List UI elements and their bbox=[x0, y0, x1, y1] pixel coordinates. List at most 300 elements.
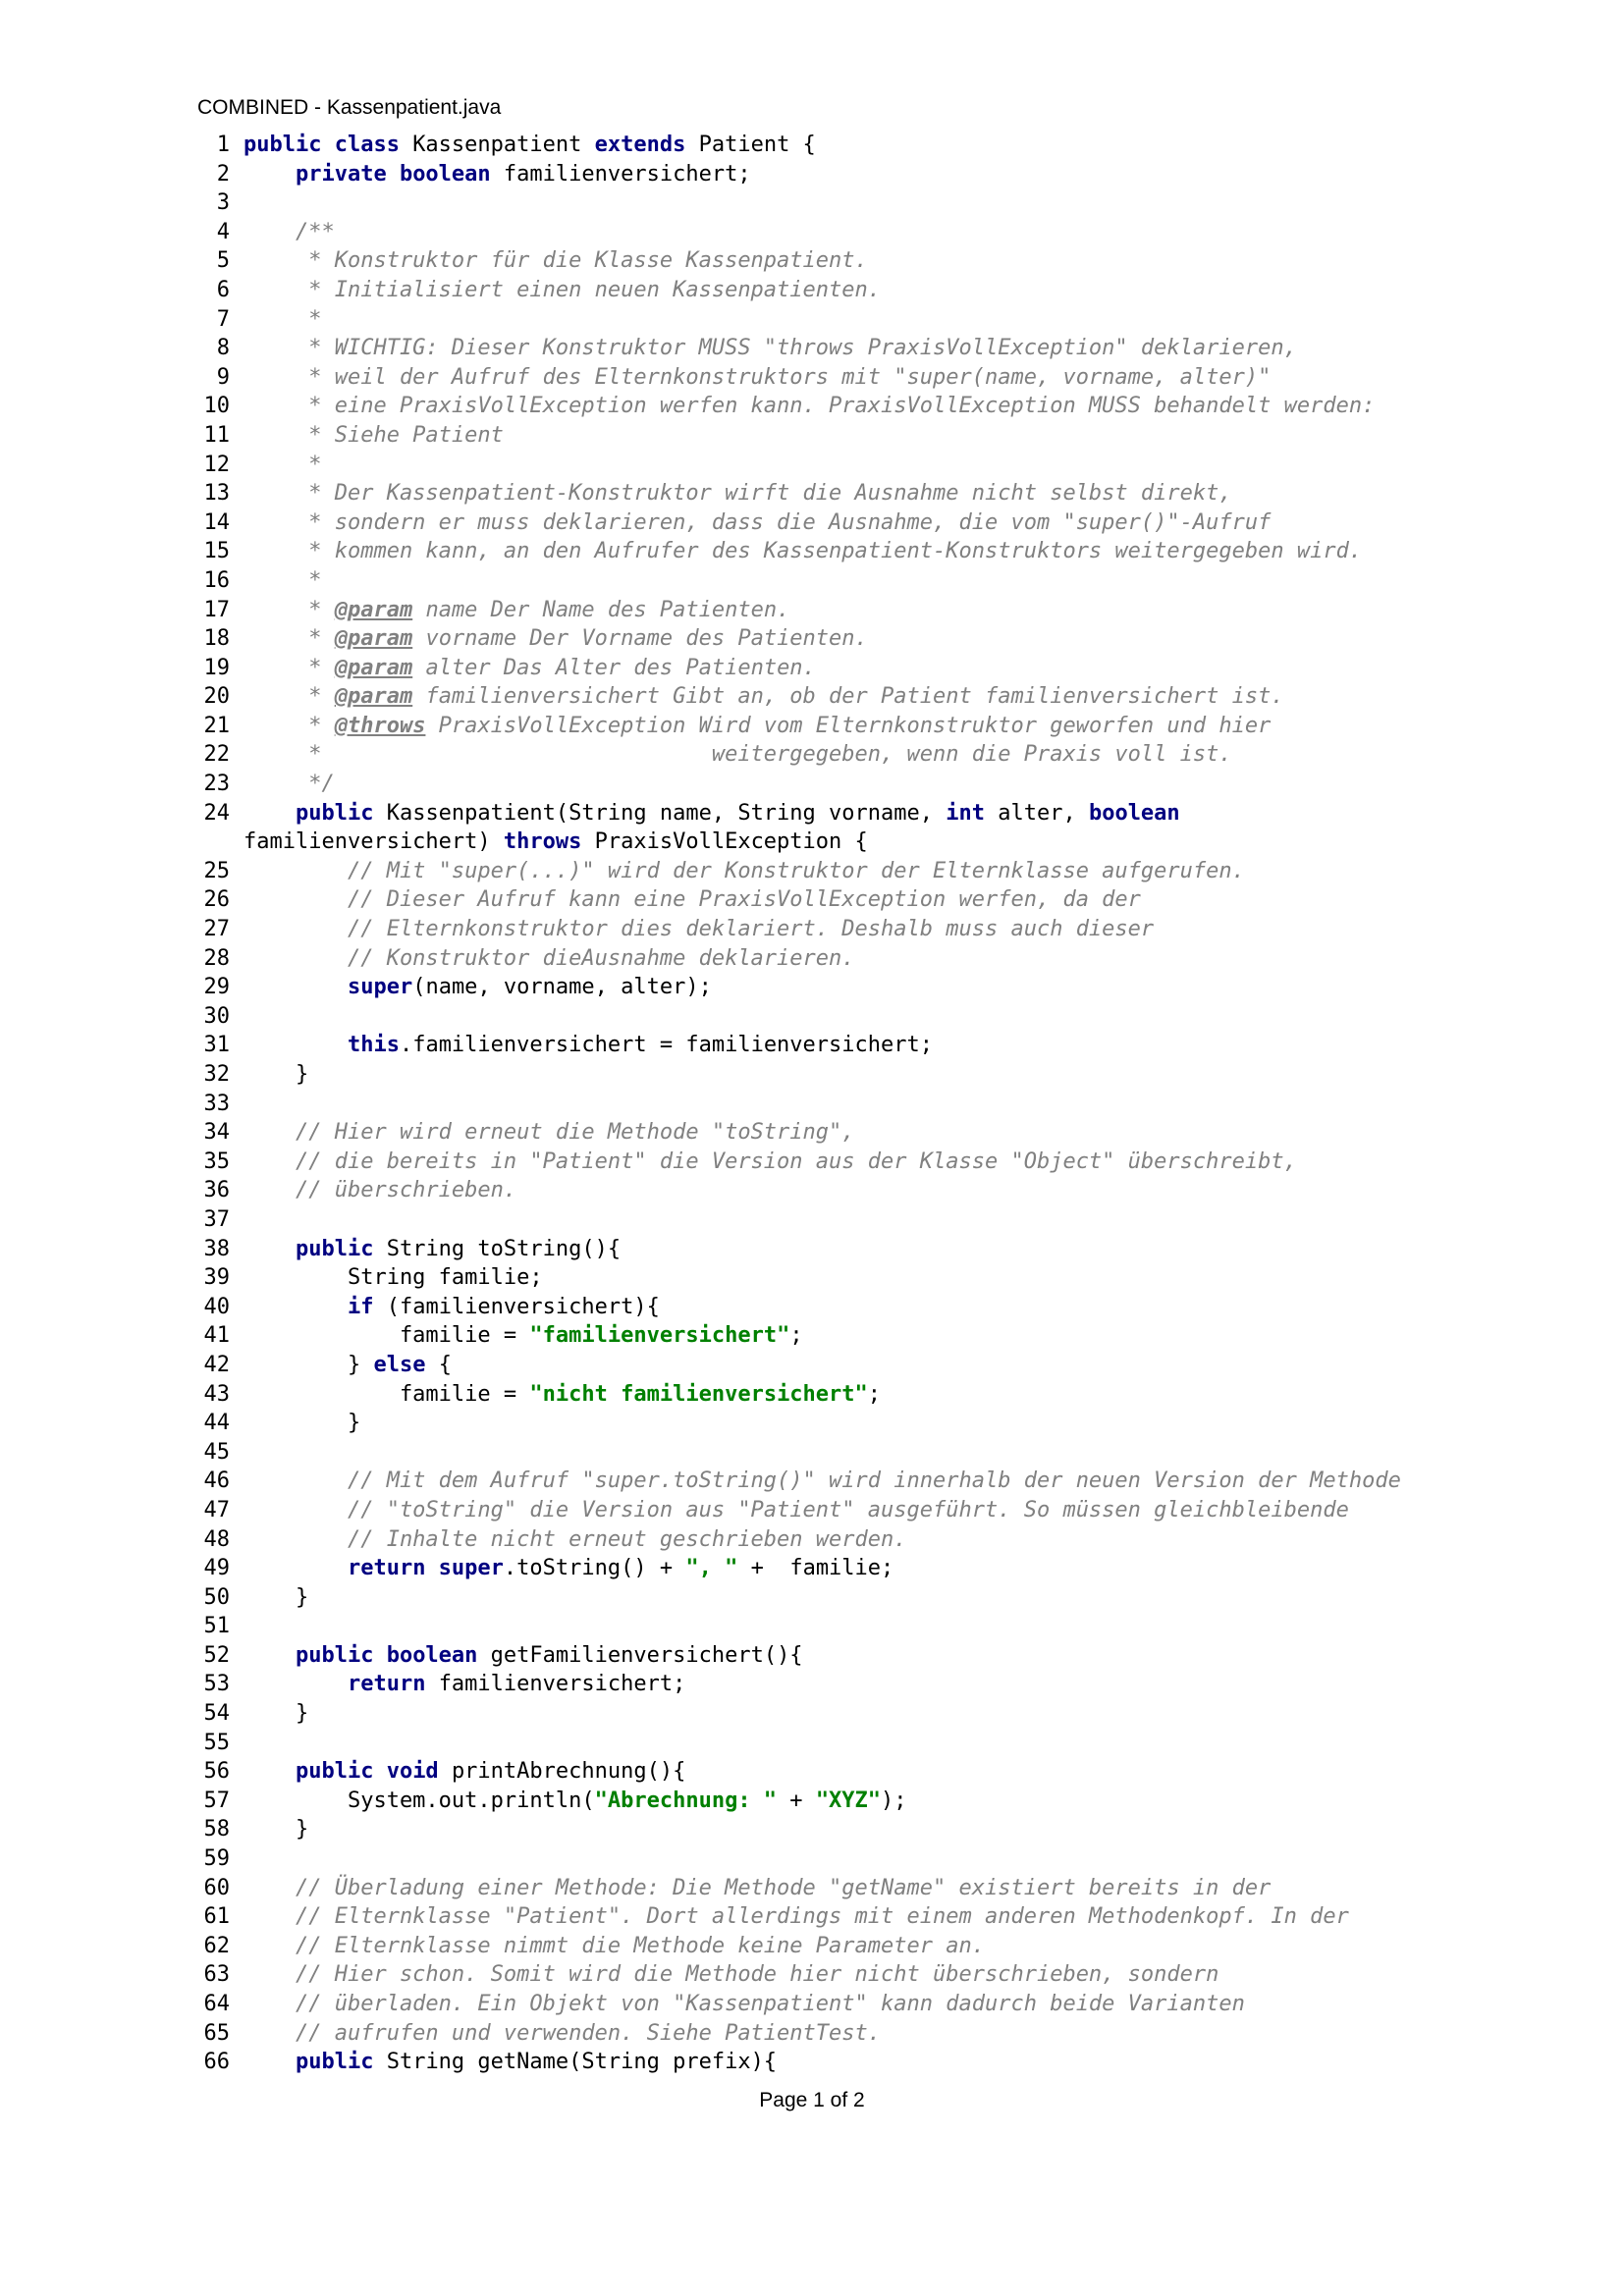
line-number: 54 bbox=[203, 1701, 230, 1727]
code-token: String toString(){ bbox=[386, 1236, 622, 1261]
code-token: Kassenpatient(String name, String vorname, bbox=[386, 800, 947, 826]
line-number: 36 bbox=[203, 1178, 230, 1203]
line-number: 62 bbox=[203, 1933, 230, 1958]
code-token bbox=[244, 162, 296, 187]
line-number: 42 bbox=[203, 1352, 230, 1377]
code-token: private boolean bbox=[295, 161, 504, 187]
code-line bbox=[0, 770, 1624, 799]
code-text bbox=[230, 421, 504, 451]
line-number: 41 bbox=[203, 1323, 230, 1349]
line-number: 43 bbox=[203, 1381, 230, 1407]
code-text bbox=[230, 1176, 516, 1205]
code-token: public bbox=[295, 1236, 387, 1261]
code-line bbox=[0, 1496, 1624, 1525]
code-text bbox=[230, 131, 816, 160]
code-token bbox=[244, 1033, 348, 1057]
code-token: * bbox=[244, 452, 322, 477]
code-token bbox=[244, 2050, 296, 2074]
line-number: 16 bbox=[203, 567, 230, 593]
code-text bbox=[230, 305, 321, 335]
line-number: 47 bbox=[203, 1497, 230, 1522]
line-number: 44 bbox=[203, 1411, 230, 1436]
line-number: 35 bbox=[203, 1148, 230, 1174]
line-number: 4 bbox=[216, 219, 230, 244]
code-token: int bbox=[946, 800, 999, 826]
line-number: 34 bbox=[203, 1120, 230, 1146]
code-text bbox=[230, 566, 321, 596]
code-line bbox=[0, 944, 1624, 974]
code-token: public class bbox=[244, 133, 413, 157]
code-line bbox=[0, 1525, 1624, 1555]
line-number: 13 bbox=[203, 481, 230, 507]
code-token: // Inhalte nicht erneut geschrieben werden. bbox=[244, 1526, 907, 1552]
code-text bbox=[230, 1699, 308, 1729]
code-token: ; bbox=[789, 1323, 803, 1349]
code-line bbox=[0, 1729, 1624, 1758]
code-text bbox=[230, 624, 868, 654]
code-token: .toString() + bbox=[503, 1556, 686, 1581]
line-number: 59 bbox=[203, 1846, 230, 1872]
code-line bbox=[0, 624, 1624, 654]
code-line bbox=[0, 1321, 1624, 1351]
code-token: "XYZ" bbox=[815, 1788, 882, 1813]
line-number: 10 bbox=[203, 394, 230, 419]
code-text bbox=[230, 1263, 543, 1293]
code-token: @param bbox=[334, 597, 413, 622]
line-number: 18 bbox=[203, 626, 230, 652]
code-text bbox=[230, 740, 1232, 770]
code-text bbox=[230, 276, 881, 305]
code-token: { bbox=[438, 1352, 452, 1377]
code-token: /** bbox=[244, 219, 335, 244]
line-number: 15 bbox=[203, 539, 230, 564]
line-number: 20 bbox=[203, 684, 230, 710]
code-token bbox=[244, 1643, 296, 1668]
code-text bbox=[230, 508, 1271, 538]
code-token: familienversichert; bbox=[438, 1672, 686, 1697]
code-text bbox=[230, 712, 1271, 741]
code-text bbox=[230, 799, 1422, 857]
code-line bbox=[0, 1787, 1624, 1816]
line-number: 50 bbox=[203, 1584, 230, 1610]
code-token bbox=[244, 1759, 296, 1784]
code-token: @param bbox=[334, 684, 413, 710]
code-line bbox=[0, 246, 1624, 276]
code-line bbox=[0, 1293, 1624, 1322]
code-text bbox=[230, 479, 1232, 508]
code-token: * weil der Aufruf des Elternkonstruktors mit "super(name, vorname, alter)" bbox=[244, 364, 1272, 390]
code-token: * bbox=[244, 684, 335, 710]
code-token: * Der Kassenpatient-Konstruktor wirft die Ausnahme nicht selbst direkt, bbox=[244, 481, 1232, 507]
code-token: System.out.println( bbox=[244, 1788, 595, 1813]
code-line bbox=[0, 1467, 1624, 1496]
code-line bbox=[0, 1874, 1624, 1903]
code-text bbox=[230, 1612, 244, 1641]
page-number: Page 1 of 2 bbox=[759, 2089, 865, 2111]
code-text bbox=[230, 682, 1284, 712]
code-line bbox=[0, 1990, 1624, 2019]
line-number: 66 bbox=[203, 2050, 230, 2075]
code-line bbox=[0, 479, 1624, 508]
code-line bbox=[0, 1932, 1624, 1961]
code-token bbox=[244, 1672, 348, 1696]
code-token: * eine PraxisVollException werfen kann. PraxisVollException MUSS behandelt werden: bbox=[244, 394, 1376, 419]
code-line bbox=[0, 1351, 1624, 1380]
code-line bbox=[0, 712, 1624, 741]
code-token: public bbox=[295, 2050, 387, 2075]
line-number: 22 bbox=[203, 742, 230, 768]
code-line bbox=[0, 1031, 1624, 1060]
line-number: 55 bbox=[203, 1730, 230, 1755]
code-token: (name, vorname, alter); bbox=[412, 975, 712, 1000]
code-text bbox=[230, 1583, 308, 1613]
code-text bbox=[230, 1090, 244, 1119]
code-token: printAbrechnung(){ bbox=[451, 1759, 686, 1785]
code-token: // Überladung einer Methode: Die Methode "getName" existiert bereits in der bbox=[244, 1875, 1272, 1900]
code-token: String getName(String prefix){ bbox=[386, 2050, 778, 2075]
code-token bbox=[244, 1237, 296, 1261]
code-text bbox=[230, 1670, 685, 1699]
line-number: 19 bbox=[203, 655, 230, 680]
code-line bbox=[0, 1060, 1624, 1090]
code-token: extends bbox=[594, 133, 699, 157]
code-token: */ bbox=[244, 772, 335, 797]
code-token: * bbox=[244, 597, 335, 622]
code-token: // Elternklasse nimmt die Methode keine Parameter an. bbox=[244, 1933, 985, 1958]
line-number: 30 bbox=[203, 1003, 230, 1029]
code-token: // Mit dem Aufruf "super.toString()" wird innerhalb der neuen Version der Methode bbox=[244, 1468, 1401, 1494]
code-token: PraxisVollException Wird vom Elternkonstruktor geworfen und hier bbox=[425, 713, 1272, 738]
code-line bbox=[0, 334, 1624, 363]
code-line bbox=[0, 1090, 1624, 1119]
code-text bbox=[230, 1525, 907, 1555]
code-line bbox=[0, 915, 1624, 944]
code-token: "Abrechnung: " bbox=[594, 1788, 778, 1813]
code-text bbox=[230, 1990, 1245, 2019]
code-token: // Hier wird erneut die Methode "toString", bbox=[244, 1120, 855, 1146]
code-text bbox=[230, 1815, 308, 1844]
code-text bbox=[230, 1554, 893, 1583]
line-number: 58 bbox=[203, 1817, 230, 1842]
code-line bbox=[0, 2048, 1624, 2077]
line-number: 49 bbox=[203, 1556, 230, 1581]
code-text bbox=[230, 1235, 621, 1264]
code-text bbox=[230, 1148, 1297, 1177]
code-token: this bbox=[347, 1033, 400, 1058]
code-token: } bbox=[244, 1062, 309, 1087]
code-token: // Mit "super(...)" wird der Konstruktor der Elternklasse aufgerufen. bbox=[244, 858, 1245, 883]
code-text bbox=[230, 1960, 1218, 1990]
code-line bbox=[0, 451, 1624, 480]
code-token: ); bbox=[881, 1788, 907, 1813]
line-number: 12 bbox=[203, 452, 230, 477]
code-line bbox=[0, 160, 1624, 189]
line-number: 37 bbox=[203, 1206, 230, 1232]
code-text bbox=[230, 1380, 881, 1410]
code-line bbox=[0, 131, 1624, 160]
code-text bbox=[230, 218, 335, 247]
code-text bbox=[230, 1002, 244, 1032]
code-line bbox=[0, 421, 1624, 451]
code-token: // aufrufen und verwenden. Siehe PatientTest. bbox=[244, 2020, 882, 2046]
code-token: * bbox=[244, 306, 322, 332]
line-number: 40 bbox=[203, 1294, 230, 1319]
code-token: // überschrieben. bbox=[244, 1178, 517, 1203]
code-text bbox=[230, 537, 1362, 566]
code-line bbox=[0, 682, 1624, 712]
code-text bbox=[230, 973, 712, 1002]
code-token: // Dieser Aufruf kann eine PraxisVollException werfen, da der bbox=[244, 887, 1141, 913]
code-text bbox=[230, 770, 335, 799]
code-token: vorname Der Vorname des Patienten. bbox=[412, 626, 868, 652]
line-number: 17 bbox=[203, 597, 230, 622]
code-line bbox=[0, 537, 1624, 566]
code-line bbox=[0, 1235, 1624, 1264]
code-line bbox=[0, 1118, 1624, 1148]
code-token: alter, bbox=[998, 800, 1089, 826]
code-text bbox=[230, 1729, 244, 1758]
code-line bbox=[0, 799, 1624, 857]
code-text bbox=[230, 1641, 803, 1671]
code-text bbox=[230, 1874, 1271, 1903]
line-number: 5 bbox=[216, 248, 230, 274]
code-token: (familienversichert){ bbox=[386, 1294, 660, 1319]
line-number: 21 bbox=[203, 713, 230, 738]
code-text bbox=[230, 857, 1245, 886]
code-text bbox=[230, 1902, 1349, 1932]
code-text bbox=[230, 1351, 452, 1380]
code-text bbox=[230, 1060, 308, 1090]
line-number: 48 bbox=[203, 1526, 230, 1552]
code-line bbox=[0, 1699, 1624, 1729]
code-token: throws bbox=[503, 829, 595, 855]
code-token: familie = bbox=[244, 1323, 530, 1349]
code-text bbox=[230, 392, 1375, 421]
line-number: 63 bbox=[203, 1962, 230, 1988]
code-text bbox=[230, 1031, 933, 1060]
line-number: 7 bbox=[216, 306, 230, 332]
line-number: 31 bbox=[203, 1033, 230, 1058]
code-text bbox=[230, 1757, 685, 1787]
code-text bbox=[230, 944, 855, 974]
code-line bbox=[0, 1438, 1624, 1468]
code-line bbox=[0, 1670, 1624, 1699]
line-number: 24 bbox=[203, 800, 230, 826]
code-text bbox=[230, 1496, 1349, 1525]
code-text bbox=[230, 1438, 244, 1468]
code-text bbox=[230, 885, 1141, 915]
code-token: * weitergegeben, wenn die Praxis voll ist. bbox=[244, 742, 1232, 768]
line-number: 2 bbox=[216, 161, 230, 187]
code-token: "nicht familienversichert" bbox=[529, 1381, 868, 1407]
line-number: 45 bbox=[203, 1439, 230, 1465]
code-token: * kommen kann, an den Aufrufer des Kassenpatient-Konstruktors weitergegeben wird. bbox=[244, 539, 1363, 564]
line-number: 51 bbox=[203, 1614, 230, 1639]
line-number: 29 bbox=[203, 975, 230, 1000]
code-line bbox=[0, 1002, 1624, 1032]
code-text bbox=[230, 188, 244, 218]
code-token: familie = bbox=[244, 1381, 530, 1407]
code-token: // Elternkonstruktor dies deklariert. Deshalb muss auch dieser bbox=[244, 917, 1155, 942]
code-token: * bbox=[244, 713, 335, 738]
code-line bbox=[0, 1409, 1624, 1438]
code-line bbox=[0, 1205, 1624, 1235]
code-token: ; bbox=[867, 1381, 882, 1407]
code-token: // "toString" die Version aus "Patient" ausgeführt. So müssen gleichbleibende bbox=[244, 1497, 1349, 1522]
code-text bbox=[230, 915, 1154, 944]
code-token: String familie; bbox=[244, 1265, 543, 1291]
code-text bbox=[230, 2048, 777, 2077]
code-line bbox=[0, 740, 1624, 770]
line-number: 1 bbox=[216, 133, 230, 157]
code-text bbox=[230, 246, 868, 276]
code-text bbox=[230, 2019, 881, 2049]
code-text bbox=[230, 1932, 985, 1961]
code-token: } bbox=[244, 1817, 309, 1842]
line-number: 33 bbox=[203, 1091, 230, 1116]
code-line bbox=[0, 1815, 1624, 1844]
line-number: 25 bbox=[203, 858, 230, 883]
line-number: 11 bbox=[203, 422, 230, 448]
code-line bbox=[0, 1960, 1624, 1990]
code-line bbox=[0, 188, 1624, 218]
code-token: } bbox=[244, 1584, 309, 1610]
line-number: 60 bbox=[203, 1875, 230, 1900]
code-token bbox=[244, 801, 296, 826]
code-line bbox=[0, 305, 1624, 335]
code-token: * bbox=[244, 655, 335, 680]
code-text bbox=[230, 1787, 907, 1816]
line-number: 57 bbox=[203, 1788, 230, 1813]
code-token bbox=[244, 975, 348, 999]
code-line bbox=[0, 1641, 1624, 1671]
code-text bbox=[230, 1844, 244, 1874]
code-text bbox=[230, 654, 816, 683]
line-number: 14 bbox=[203, 509, 230, 535]
line-number: 3 bbox=[216, 190, 230, 216]
line-number: 8 bbox=[216, 336, 230, 361]
line-number: 46 bbox=[203, 1468, 230, 1494]
code-line bbox=[0, 1612, 1624, 1641]
code-line bbox=[0, 218, 1624, 247]
code-line bbox=[0, 654, 1624, 683]
code-text bbox=[230, 1409, 360, 1438]
code-line bbox=[0, 1844, 1624, 1874]
code-token: // überladen. Ein Objekt von "Kassenpatient" kann dadurch beide Varianten bbox=[244, 1992, 1245, 2016]
code-token: @param bbox=[334, 626, 413, 652]
code-token: getFamilienversichert(){ bbox=[490, 1642, 803, 1668]
code-token: familienversichert Gibt an, ob der Patient familienversichert ist. bbox=[412, 684, 1284, 710]
code-token: @throws bbox=[334, 713, 426, 738]
code-token: familienversichert; bbox=[503, 161, 751, 187]
code-text bbox=[230, 1293, 660, 1322]
code-token: public boolean bbox=[295, 1642, 491, 1668]
code-text bbox=[230, 451, 321, 480]
code-line bbox=[0, 1757, 1624, 1787]
code-token: // Elternklasse "Patient". Dort allerdings mit einem anderen Methodenkopf. In der bbox=[244, 1904, 1349, 1930]
code-line bbox=[0, 885, 1624, 915]
code-token: PraxisVollException { bbox=[594, 829, 868, 855]
line-number: 32 bbox=[203, 1062, 230, 1087]
code-line bbox=[0, 1148, 1624, 1177]
code-token: } bbox=[244, 1411, 361, 1436]
code-line bbox=[0, 973, 1624, 1002]
code-line bbox=[0, 392, 1624, 421]
line-number: 28 bbox=[203, 945, 230, 971]
code-token: else bbox=[373, 1352, 439, 1377]
code-token: alter Das Alter des Patienten. bbox=[412, 655, 816, 680]
code-token: familienversichert) bbox=[244, 829, 504, 855]
line-number: 38 bbox=[203, 1236, 230, 1261]
code-text bbox=[230, 596, 789, 625]
line-number: 64 bbox=[203, 1992, 230, 2016]
code-token: * Siehe Patient bbox=[244, 422, 504, 448]
line-number: 23 bbox=[203, 772, 230, 797]
code-text bbox=[230, 334, 1297, 363]
code-line bbox=[0, 1263, 1624, 1293]
code-token: public bbox=[295, 800, 387, 826]
code-token: // die bereits in "Patient" die Version aus der Klasse "Object" überschreibt, bbox=[244, 1148, 1297, 1174]
code-token: * sondern er muss deklarieren, dass die Ausnahme, die vom "super()"-Aufruf bbox=[244, 509, 1272, 535]
line-number: 52 bbox=[203, 1642, 230, 1668]
code-text bbox=[230, 1118, 855, 1148]
code-text bbox=[230, 1321, 803, 1351]
code-text bbox=[230, 1467, 1401, 1496]
line-number: 27 bbox=[203, 917, 230, 942]
code-token: super bbox=[347, 975, 413, 1000]
code-token: * Initialisiert einen neuen Kassenpatienten. bbox=[244, 277, 882, 302]
code-line bbox=[0, 1583, 1624, 1613]
code-token: Patient { bbox=[698, 133, 816, 157]
code-token: Kassenpatient bbox=[412, 133, 595, 157]
line-number: 39 bbox=[203, 1265, 230, 1291]
code-line bbox=[0, 566, 1624, 596]
code-token: "familienversichert" bbox=[529, 1323, 790, 1349]
code-token: return bbox=[347, 1672, 439, 1697]
line-number: 6 bbox=[216, 277, 230, 302]
code-token: @param bbox=[334, 655, 413, 680]
code-line bbox=[0, 363, 1624, 393]
line-number: 53 bbox=[203, 1672, 230, 1697]
code-token: * bbox=[244, 567, 322, 593]
code-line bbox=[0, 1902, 1624, 1932]
code-line bbox=[0, 276, 1624, 305]
code-text bbox=[230, 1205, 244, 1235]
code-token: } bbox=[244, 1352, 374, 1377]
line-number: 56 bbox=[203, 1759, 230, 1785]
code-line bbox=[0, 508, 1624, 538]
code-token bbox=[244, 1295, 348, 1319]
code-line bbox=[0, 1554, 1624, 1583]
code-token: + familie; bbox=[737, 1556, 894, 1581]
code-token: ", " bbox=[685, 1556, 738, 1581]
line-number: 9 bbox=[216, 364, 230, 390]
code-line bbox=[0, 1380, 1624, 1410]
code-token: return super bbox=[347, 1556, 504, 1581]
code-token: * Konstruktor für die Klasse Kassenpatient. bbox=[244, 248, 868, 274]
code-text bbox=[230, 160, 751, 189]
code-listing bbox=[0, 131, 1624, 2077]
code-text bbox=[230, 363, 1271, 393]
document-title: COMBINED - Kassenpatient.java bbox=[197, 96, 502, 119]
code-line bbox=[0, 2019, 1624, 2049]
code-token: + bbox=[777, 1788, 816, 1813]
code-line bbox=[0, 1176, 1624, 1205]
code-token: // Konstruktor dieAusnahme deklarieren. bbox=[244, 945, 855, 971]
code-token: // Hier schon. Somit wird die Methode hier nicht überschrieben, sondern bbox=[244, 1962, 1219, 1988]
code-token bbox=[244, 1556, 348, 1580]
code-token: * WICHTIG: Dieser Konstruktor MUSS "throws PraxisVollException" deklarieren, bbox=[244, 336, 1297, 361]
